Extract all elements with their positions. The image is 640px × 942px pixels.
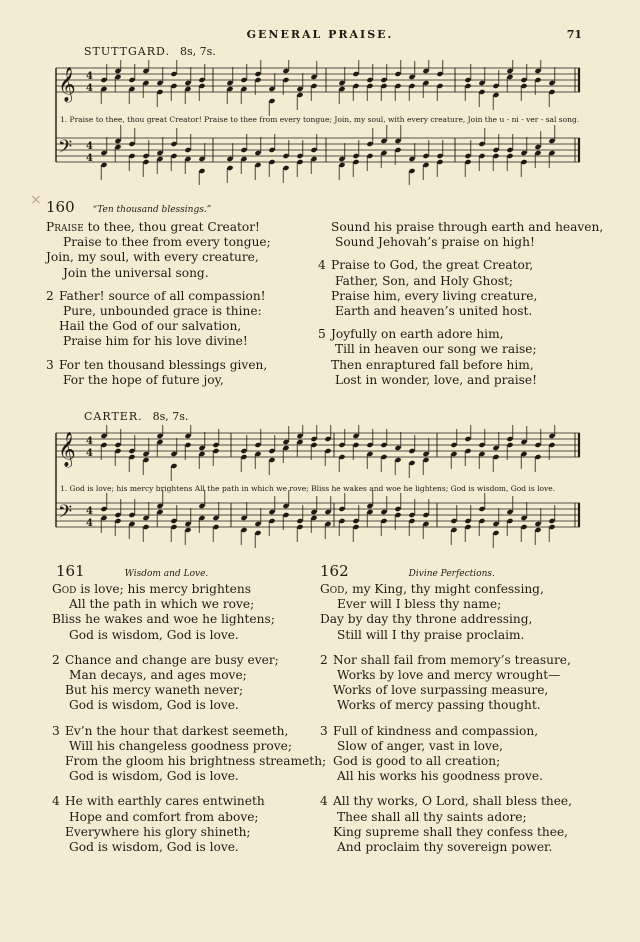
hymn-160-right-column — [318, 220, 603, 396]
verse-line: Praise to God, the great Creator, — [331, 258, 534, 273]
verse-line: Praise to thee, thou great Creator! — [46, 220, 260, 234]
verse-line: Chance and change are busy ever; — [65, 652, 279, 667]
treble-clef-icon: 𝄞 — [58, 432, 76, 467]
svg-text:4: 4 — [86, 436, 93, 447]
tune-title-stuttgard — [84, 45, 216, 58]
stanza — [46, 289, 271, 350]
verse-line: Praise him for his love divine! — [63, 334, 248, 349]
stanza — [46, 358, 271, 388]
running-head: GENERAL PRAISE. — [246, 28, 394, 41]
hymn-160-left-column — [46, 220, 271, 396]
verse-line: And proclaim thy sovereign power. — [337, 840, 553, 855]
verse-line: Works of mercy passing thought. — [337, 698, 541, 713]
page-number: 71 — [566, 28, 582, 41]
verse-line: Full of kindness and compassion, — [333, 723, 539, 738]
verse-line: All thy works, O Lord, shall bless thee, — [333, 794, 573, 809]
svg-text:4: 4 — [86, 83, 93, 94]
stanza-number: 3 — [46, 357, 54, 372]
verse-line: Sound his praise through earth and heaven, — [331, 220, 604, 234]
stanza — [52, 582, 326, 643]
stanza-number: 2 — [46, 288, 54, 303]
verse-line: God is wisdom, God is love. — [69, 769, 239, 784]
bass-clef-icon: 𝄢 — [58, 502, 73, 527]
tune-meter: 8s, 7s. — [152, 410, 189, 423]
hymn-subtitle: Divine Perfections. — [408, 569, 495, 579]
verse-line: God is good to all creation; — [333, 754, 501, 769]
stanza — [318, 327, 603, 388]
verse-line: He with earthly cares entwineth — [65, 794, 265, 809]
verse-line: Father, Son, and Holy Ghost; — [335, 273, 513, 288]
hymn-subtitle: Wisdom and Love. — [124, 569, 209, 579]
svg-text:4: 4 — [86, 518, 93, 529]
stanza-number: 2 — [52, 652, 60, 667]
hymn-number: 162 — [320, 562, 349, 580]
verse-line: Then enraptured fall before him, — [331, 357, 534, 372]
stanza — [52, 724, 326, 785]
lyric-underlay-stuttgard: 1. Praise to thee, thou great Creator! Praise to thee from every tongue; Join, my soul, with every creature, Join the u - ni - ver - sal song. — [60, 115, 580, 124]
verse-line: God is wisdom, God is love. — [69, 698, 239, 713]
verse-line: God is love; his mercy brightens — [52, 582, 252, 596]
verse-line: Hope and comfort from above; — [69, 809, 259, 824]
svg-text:4: 4 — [86, 153, 93, 164]
verse-line: From the gloom his brightness streameth; — [65, 754, 327, 769]
stanza — [318, 258, 603, 319]
verse-line: All his works his goodness prove. — [337, 769, 543, 784]
verse-line: Till in heaven our song we raise; — [335, 342, 537, 357]
stanza-number: 4 — [318, 258, 326, 273]
hymn-number: 160 — [46, 198, 75, 216]
verse-line: Works of love surpassing measure, — [333, 683, 549, 698]
svg-text:4: 4 — [86, 141, 93, 152]
verse-line: Praise to thee from every tongue; — [63, 235, 271, 250]
lyric-underlay-carter: 1. God is love; his mercy brightens All the path in which we rove; Bliss he wakes and woe he lightens; God is wisdom, God is love. — [60, 484, 556, 493]
treble-clef-icon: 𝄞 — [58, 67, 76, 102]
verse-line: Man decays, and ages move; — [69, 668, 247, 683]
verse-line: Bliss he wakes and woe he lightens; — [52, 612, 275, 627]
verse-line: Pure, unbounded grace is thine: — [63, 304, 262, 319]
verse-line: King supreme shall they confess thee, — [333, 824, 569, 839]
stanza-number: 4 — [320, 794, 328, 809]
verse-line: Earth and heaven’s united host. — [335, 304, 533, 319]
verse-line: God is wisdom, God is love. — [69, 840, 239, 855]
hymn-subtitle: “Ten thousand blessings.” — [92, 205, 212, 215]
verse-line: Ev’n the hour that darkest seemeth, — [65, 723, 289, 738]
hymn-160-header — [46, 198, 211, 216]
verse-line: Join the universal song. — [63, 265, 209, 280]
verse-line: Works by love and mercy wrought— — [337, 668, 561, 683]
verse-line: Praise him, every living creature, — [331, 288, 538, 303]
verse-line: Still will I thy praise proclaim. — [337, 627, 525, 642]
stanza — [320, 582, 572, 643]
verse-line: All the path in which we rove; — [69, 597, 255, 612]
verse-line: Join, my soul, with every creature, — [46, 250, 259, 265]
tune-name: STUTTGARD. — [84, 45, 170, 58]
verse-line: Father! source of all compassion! — [59, 288, 266, 303]
stanza — [52, 653, 326, 714]
stanza — [46, 220, 271, 281]
verse-line: Slow of anger, vast in love, — [337, 738, 503, 753]
tune-meter: 8s, 7s. — [179, 45, 216, 58]
svg-text:4: 4 — [86, 448, 93, 459]
hymn-161-header — [56, 562, 208, 580]
tune-name: CARTER. — [84, 410, 143, 423]
svg-text:4: 4 — [86, 71, 93, 82]
stanza — [320, 653, 572, 714]
stanza-number: 3 — [320, 723, 328, 738]
hymn-162-header — [320, 562, 495, 580]
verse-line: Ever will I bless thy name; — [337, 597, 502, 612]
verse-line: Nor shall fail from memory’s treasure, — [333, 652, 571, 667]
pencil-mark: × — [30, 192, 42, 208]
verse-line: Joyfully on earth adore him, — [331, 327, 504, 342]
stanza — [318, 220, 603, 250]
stanza-number: 4 — [52, 794, 60, 809]
hymn-number: 161 — [56, 562, 85, 580]
hymn-161-column — [52, 582, 326, 865]
stanza-number: 5 — [318, 327, 326, 342]
verse-line: Day by day thy throne addressing, — [320, 612, 533, 627]
tune-title-carter — [84, 410, 188, 423]
verse-line: For the hope of future joy, — [63, 372, 224, 387]
verse-line: Hail the God of our salvation, — [59, 319, 242, 334]
stanza — [320, 794, 572, 855]
verse-line: God, my King, thy might confessing, — [320, 582, 544, 596]
verse-line: Everywhere his glory shineth; — [65, 824, 251, 839]
verse-line: Thee shall all thy saints adore; — [337, 809, 527, 824]
stanza — [52, 794, 326, 855]
verse-line: Will his changeless goodness prove; — [69, 738, 292, 753]
verse-line: Lost in wonder, love, and praise! — [335, 372, 537, 387]
stanza-number: 2 — [320, 652, 328, 667]
verse-line: Sound Jehovah’s praise on high! — [335, 235, 535, 250]
stanza — [320, 724, 572, 785]
svg-text:4: 4 — [86, 506, 93, 517]
verse-line: But his mercy waneth never; — [65, 683, 244, 698]
verse-line: For ten thousand blessings given, — [59, 357, 268, 372]
stanza-number: 3 — [52, 723, 60, 738]
verse-line: God is wisdom, God is love. — [69, 627, 239, 642]
hymn-162-column — [320, 582, 572, 865]
bass-clef-icon: 𝄢 — [58, 137, 73, 162]
